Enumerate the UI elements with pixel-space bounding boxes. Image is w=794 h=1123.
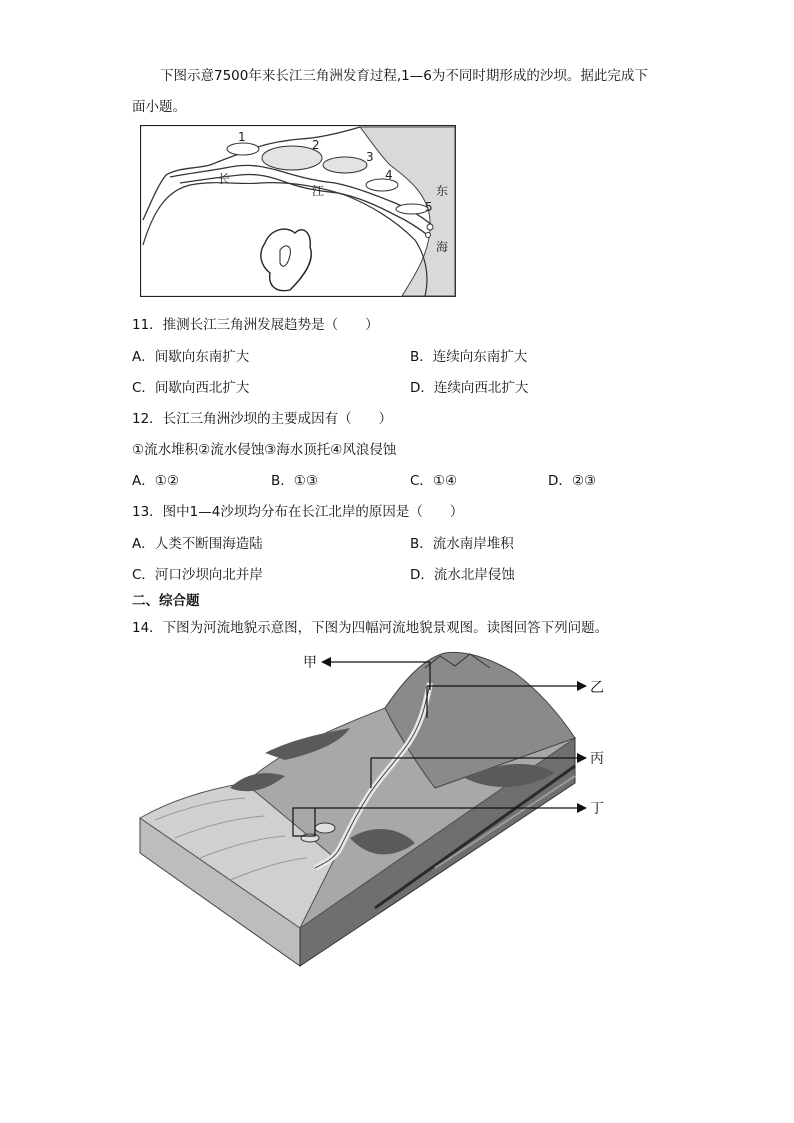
q12-option-a[interactable]: A．①② (132, 473, 179, 489)
map-label-4: 4 (385, 168, 393, 182)
q14-stem: 14．下图为河流地貌示意图，下图为四幅河流地貌景观图。读图回答下列问题。 (132, 620, 609, 636)
q11-option-b[interactable]: B．连续向东南扩大 (410, 349, 528, 365)
q13-option-d[interactable]: D．流水北岸侵蚀 (410, 567, 515, 583)
section-title: 二、综合题 (132, 593, 200, 609)
label-yi: 乙 (590, 680, 604, 696)
q12-option-b[interactable]: B．①③ (271, 473, 318, 489)
intro-line-2: 面小题。 (132, 99, 186, 115)
intro-line-1: 下图示意7500年来长江三角洲发育过程,1—6为不同时期形成的沙坝。据此完成下 (160, 68, 648, 84)
q13-option-c[interactable]: C．河口沙坝向北并岸 (132, 567, 263, 583)
q13-option-b[interactable]: B．流水南岸堆积 (410, 536, 514, 552)
q11-option-d[interactable]: D．连续向西北扩大 (410, 380, 529, 396)
q11-option-a[interactable]: A．间歇向东南扩大 (132, 349, 250, 365)
map-label-dong: 东 (436, 184, 449, 198)
q12-option-d[interactable]: D．②③ (548, 473, 597, 489)
q12-option-c[interactable]: C．①④ (410, 473, 458, 489)
q12-stem: 12．长江三角洲沙坝的主要成因有（ ） (132, 411, 393, 427)
q11-option-c[interactable]: C．间歇向西北扩大 (132, 380, 250, 396)
q11-stem: 11．推测长江三角洲发展趋势是（ ） (132, 317, 379, 333)
q12-items: ①流水堆积②流水侵蚀③海水顶托④风浪侵蚀 (132, 442, 397, 458)
map-label-chang: 长 (218, 172, 231, 186)
q13-option-a[interactable]: A．人类不断围海造陆 (132, 536, 263, 552)
map-label-2: 2 (312, 138, 320, 152)
map-label-1: 1 (238, 130, 246, 144)
q13-stem: 13．图中1—4沙坝均分布在长江北岸的原因是（ ） (132, 504, 464, 520)
label-bing: 丙 (590, 751, 604, 767)
label-ding: 丁 (590, 801, 604, 817)
map-label-5: 5 (425, 200, 433, 214)
map-label-3: 3 (366, 150, 374, 164)
river-landform-diagram (135, 648, 615, 968)
label-jia: 甲 (303, 655, 317, 671)
delta-map (140, 125, 456, 297)
map-label-jiang: 江 (312, 184, 325, 198)
map-label-hai: 海 (436, 240, 449, 254)
